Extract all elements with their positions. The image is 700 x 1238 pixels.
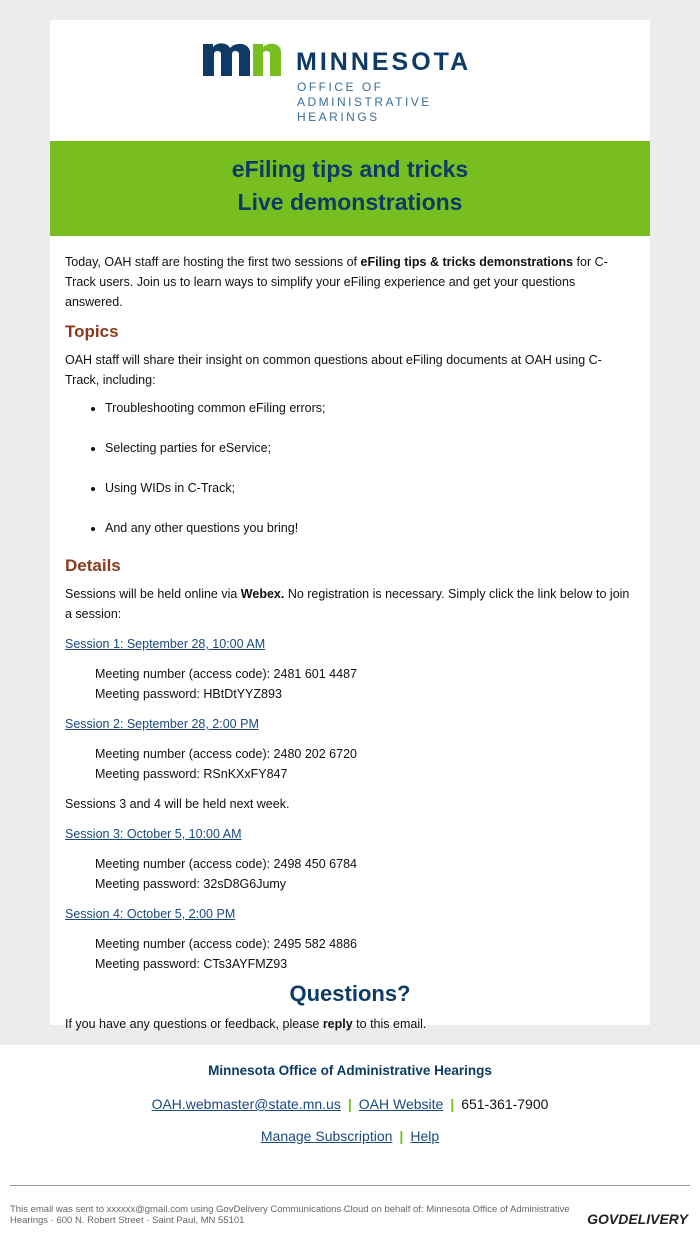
phone-number: 651-361-7900 (461, 1096, 549, 1112)
details-text: Sessions will be held online via Webex. No registration is necessary. Simply click the link below to join a session: (65, 587, 630, 621)
session-1-link[interactable]: Session 1: September 28, 10:00 AM (65, 637, 266, 651)
session-2-info: Meeting number (access code): 2480 202 6720 Meeting password: RSnKXxFY847 (95, 747, 357, 781)
next-week-text: Sessions 3 and 4 will be held next week. (65, 797, 290, 811)
session-2-link[interactable]: Session 2: September 28, 2:00 PM (65, 717, 259, 731)
questions-text: If you have any questions or feedback, please reply to this email. (65, 1017, 427, 1031)
session-3-info: Meeting number (access code): 2498 450 6784 Meeting password: 32sD8G6Jumy (95, 857, 357, 891)
email-link[interactable]: OAH.webmaster@state.mn.us (151, 1096, 341, 1112)
topics-text: OAH staff will share their insight on common questions about eFiling documents at OAH using C-Track, including: (65, 353, 602, 387)
details-heading: Details (65, 556, 121, 575)
list-item: • And any other questions you bring! (105, 518, 635, 538)
divider (10, 1185, 690, 1186)
email-card (50, 20, 650, 1031)
topics-heading: Topics (65, 322, 119, 341)
footer: Minnesota Office of Administrative Hearings OAH.webmaster@state.mn.us | OAH Website | 651-361-7900 Manage Subscription | Help This email was sent to xxxxxx@gmail.com using GovDelivery Communications Cloud on behalf of: Minnesota Office of Administrative Hearings · 600 N. Robert Street · Saint Paul, MN 55101 GOVDELIVERY (0, 1045, 700, 1238)
banner-subtitle: Live demonstrations (237, 189, 463, 215)
website-link[interactable]: OAH Website (358, 1096, 444, 1112)
logo-wordmark: MINNESOTA (296, 48, 472, 76)
manage-subscription-link[interactable]: Manage Subscription (260, 1128, 393, 1144)
session-4-info: Meeting number (access code): 2495 582 4886 Meeting password: CTs3AYFMZ93 (95, 937, 357, 971)
session-1-info: Meeting number (access code): 2481 601 4487 Meeting password: HBtDtYYZ893 (95, 667, 357, 701)
title-banner (50, 141, 650, 236)
list-item: • Selecting parties for eService; (105, 438, 635, 458)
footer-disclaimer: This email was sent to xxxxxx@gmail.com using GovDelivery Communications Cloud on behalf of: Minnesota Office of Administrative Hearings · 600 N. Robert Street · Saint Paul, MN 55101 (10, 1204, 570, 1226)
questions-heading: Questions? (289, 981, 411, 1006)
help-link[interactable]: Help (410, 1128, 440, 1144)
list-item: • Using WIDs in C-Track; (105, 478, 635, 498)
footer-org: Minnesota Office of Administrative Hearings (208, 1063, 492, 1078)
govdelivery-logo: GOVDELIVERY (587, 1211, 688, 1227)
banner-title: eFiling tips and tricks (231, 156, 469, 182)
intro-text: Today, OAH staff are hosting the first two sessions of eFiling tips & tricks demonstrations for C-Track users. Join us to learn ways to simplify your eFiling experience and get your questions answered. (65, 255, 608, 309)
list-item: • Troubleshooting common eFiling errors; (105, 398, 635, 418)
session-3-link[interactable]: Session 3: October 5, 10:00 AM (65, 827, 242, 841)
mn-logo-icon (203, 40, 281, 76)
topics-list (105, 398, 635, 538)
session-4-link[interactable]: Session 4: October 5, 2:00 PM (65, 907, 236, 921)
logo-subtitle: OFFICE OF ADMINISTRATIVE HEARINGS (297, 80, 432, 124)
minnesota-logo (50, 20, 650, 141)
